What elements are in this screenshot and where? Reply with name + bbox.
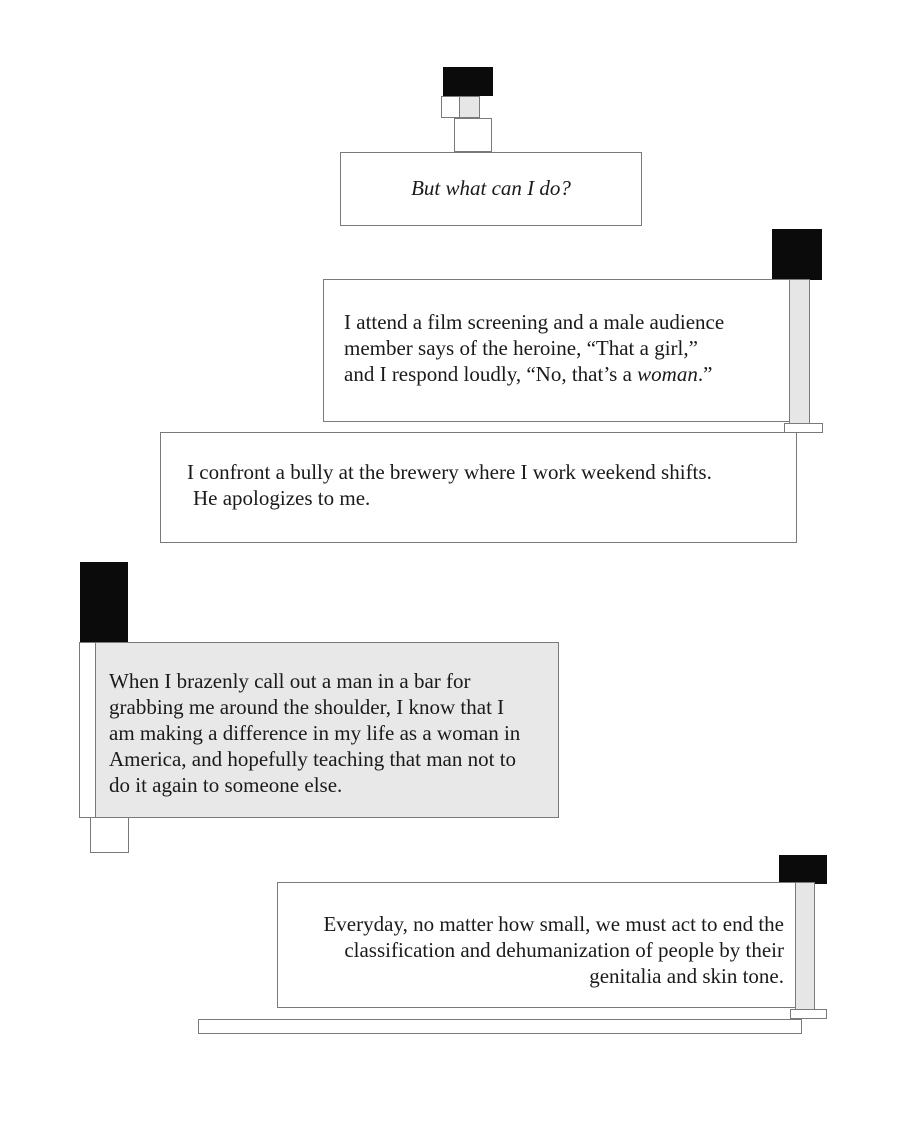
everyday-panel xyxy=(277,882,797,1008)
screening-line-1: I attend a film screening and a male audience xyxy=(344,310,725,334)
top-stem-block xyxy=(454,118,492,152)
bar-panel xyxy=(94,642,559,818)
bar-black-block xyxy=(80,562,128,643)
brewery-line-2: He apologizes to me. xyxy=(193,486,371,510)
top-small-outline-block xyxy=(441,96,460,118)
everyday-black-block xyxy=(779,855,827,884)
screening-emphasis-word: woman xyxy=(637,362,698,386)
screening-pillar xyxy=(789,279,810,424)
bar-line-2: grabbing me around the shoulder, I know that I xyxy=(109,695,505,719)
screening-line-3-end: .” xyxy=(697,362,713,386)
bar-pillar xyxy=(79,642,96,818)
bar-line-5: do it again to someone else. xyxy=(109,773,343,797)
everyday-line-2: classification and dehumanization of people by their xyxy=(344,938,784,962)
screening-line-2: member says of the heroine, “That a girl,” xyxy=(344,336,698,360)
everyday-line-1: Everyday, no matter how small, we must act to end the xyxy=(323,912,784,936)
bottom-bar xyxy=(198,1019,802,1034)
screening-panel xyxy=(323,279,790,422)
bar-line-4: America, and hopefully teaching that man not to xyxy=(109,747,517,771)
everyday-pillar-base xyxy=(790,1009,827,1019)
everyday-pillar xyxy=(795,882,815,1010)
everyday-line-3: genitalia and skin tone. xyxy=(589,964,784,988)
question-text: But what can I do? xyxy=(411,176,571,200)
bar-line-1: When I brazenly call out a man in a bar for xyxy=(109,669,471,693)
bar-pillar-foot xyxy=(90,817,129,853)
question-panel xyxy=(340,152,642,226)
brewery-line-1: I confront a bully at the brewery where I work weekend shifts. xyxy=(187,460,712,484)
screening-line-3 xyxy=(344,361,789,387)
brewery-panel xyxy=(160,432,797,543)
screening-line-3-start: and I respond loudly, “No, that’s a xyxy=(344,362,638,386)
top-grey-block xyxy=(459,96,480,118)
bar-line-3: am making a difference in my life as a woman in xyxy=(109,721,521,745)
top-black-block xyxy=(443,67,493,96)
screening-black-block xyxy=(772,229,822,280)
